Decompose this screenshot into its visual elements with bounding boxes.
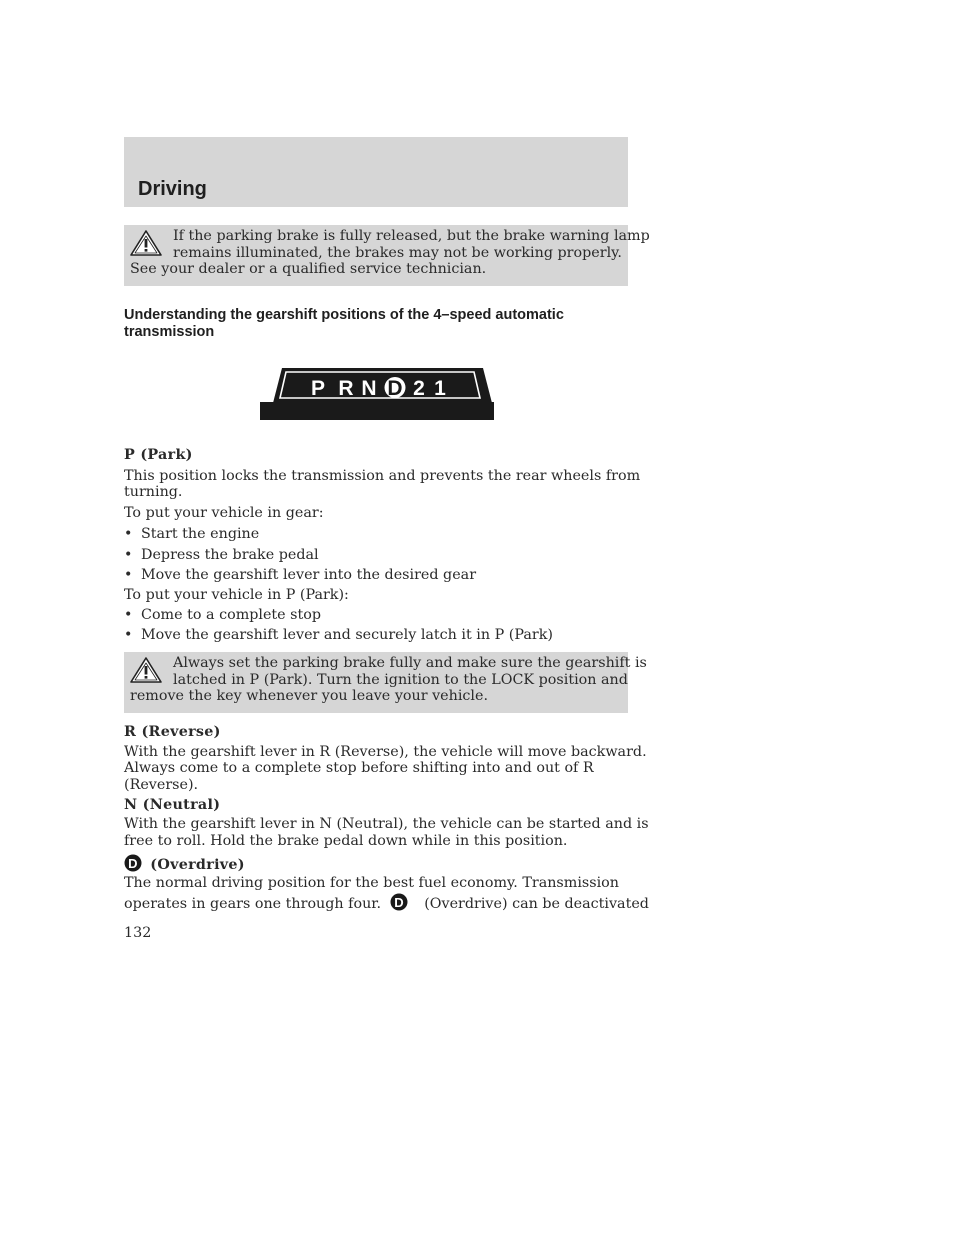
list-item-text: Come to a complete stop (141, 607, 322, 623)
park-desc-line: This position locks the transmission and prevents the rear wheels from (124, 468, 641, 484)
bullet-icon: • (124, 627, 133, 643)
overdrive-text-line: The normal driving position for the best fuel economy. Transmission (124, 875, 619, 891)
warning-box-park (124, 652, 647, 713)
list-item-text: Move the gearshift lever into the desired gear (141, 567, 477, 583)
warning-triangle-icon (128, 228, 164, 258)
reverse-text-line: With the gearshift lever in R (Reverse), the vehicle will move backward. (124, 744, 647, 760)
gear-position-label: N (361, 377, 377, 400)
warning-triangle-icon (128, 655, 164, 685)
gear-intro-text: To put your vehicle in gear: (124, 505, 324, 521)
neutral-heading: N (Neutral) (124, 797, 221, 813)
warning-text-line: See your dealer or a qualified service technician. (130, 261, 487, 277)
park-desc-line: turning. (124, 484, 183, 500)
gear-position-label-highlighted: D (387, 377, 403, 400)
list-item-text: Start the engine (141, 526, 260, 542)
overdrive-heading (124, 854, 245, 874)
gear-position-label: 2 (413, 377, 425, 400)
bullet-icon: • (124, 526, 133, 542)
reverse-text-line: (Reverse). (124, 777, 199, 793)
section-heading: Understanding the gearshift positions of the 4–speed automatic transmission (124, 307, 564, 340)
svg-text:D: D (393, 895, 404, 910)
gear-position-label: R (338, 377, 354, 400)
warning-text-line: latched in P (Park). Turn the ignition to the LOCK position and (173, 672, 628, 688)
warning-text-line: remains illuminated, the brakes may not be working properly. (173, 245, 622, 261)
reverse-heading: R (Reverse) (124, 724, 221, 740)
section-title: Driving (138, 178, 207, 200)
warning-text-line: If the parking brake is fully released, but the brake warning lamp (173, 228, 650, 244)
neutral-text-line: free to roll. Hold the brake pedal down while in this position. (124, 833, 568, 849)
overdrive-symbol-icon (390, 893, 408, 911)
warning-box-brake (124, 225, 650, 286)
overdrive-symbol-icon (124, 854, 142, 872)
svg-text:D: D (128, 856, 138, 871)
warning-text-line: Always set the parking brake fully and make sure the gearshift is (173, 655, 647, 671)
warning-text-line: remove the key whenever you leave your vehicle. (130, 688, 488, 704)
bullet-icon: • (124, 607, 133, 623)
section-header-band (124, 137, 628, 207)
overdrive-heading-text: (Overdrive) (150, 857, 245, 873)
overdrive-text-line (124, 893, 649, 913)
overdrive-text-fragment: (Overdrive) can be deactivated (424, 896, 649, 912)
park-intro-text: To put your vehicle in P (Park): (124, 587, 349, 603)
page-number: 132 (124, 925, 152, 941)
list-item-text: Move the gearshift lever and securely latch it in P (Park) (141, 627, 553, 643)
gear-position-label: P (310, 377, 326, 400)
neutral-text-line: With the gearshift lever in N (Neutral), the vehicle can be started and is (124, 816, 649, 832)
gear-position-label: 1 (434, 377, 446, 400)
overdrive-text-fragment: operates in gears one through four. (124, 896, 382, 912)
reverse-text-line: Always come to a complete stop before shifting into and out of R (124, 760, 594, 776)
bullet-icon: • (124, 567, 133, 583)
gearshift-indicator-diagram (259, 367, 495, 421)
list-item-text: Depress the brake pedal (141, 547, 319, 563)
bullet-icon: • (124, 547, 133, 563)
park-heading: P (Park) (124, 447, 193, 463)
